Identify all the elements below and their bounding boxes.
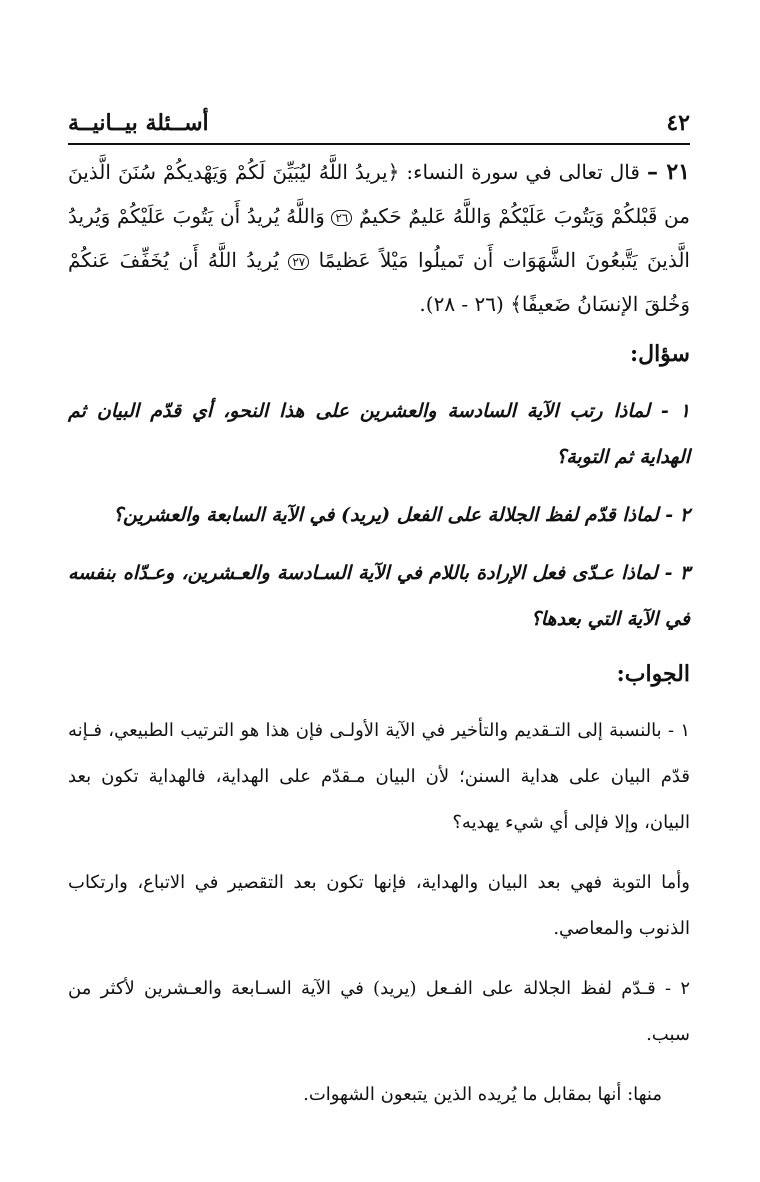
verse-text-part3: يُريدُ اللَّهُ أَن يُخَفِّفَ عَنكُمْ وَخُلقَ الإنسَانُ ضَعيفًا﴾ (68, 248, 690, 316)
header-divider (68, 143, 690, 145)
page-content (68, 150, 690, 1132)
verse-reference: (٢٦ - ٢٨). (419, 292, 504, 316)
question-item: ١ - لماذا رتب الآية السادسة والعشرين على هذا النحو، أي قدّم البيان ثم الهداية ثم التوبة؟ (68, 400, 690, 468)
answer-paragraph: منها: أنها بمقابل ما يُريده الذين يتبعون الشهوات. (303, 1084, 662, 1105)
verse-text-part2: وَاللَّهُ يُريدُ أَن يَتُوبَ عَلَيْكُمْ وَيُريدُ الَّذينَ يَتَّبعُونَ الشَّهَوَات أَن تَميلُوا مَيْلاً عَظيمًا (68, 204, 690, 272)
page-number: ٤٢ (666, 110, 690, 136)
answer-paragraph: وأما التوبة فهي بعد البيان والهداية، فإنها تكون بعد التقصير في الاتباع، وارتكاب الذنوب والمعاصي. (68, 872, 690, 939)
ayah-number-marker: ٢٦ (331, 210, 352, 226)
verse-item-number: ٢١ – (647, 159, 690, 185)
answers-heading: الجواب: (616, 661, 690, 687)
questions-heading: سؤال: (629, 341, 690, 367)
running-title: أســئلة بيــانيــة (68, 110, 209, 136)
quran-verse-paragraph (68, 150, 690, 326)
answer-paragraph: ١ - بالنسبة إلى التـقديم والتأخير في الآية الأولـى فإن هذا هو الترتيب الطبيعي، فـإنه قدّم البيان على هداية السنن؛ لأن البيان مـقدّم على الهداية، فالهداية تكون بعد البيان، وإلا فإلى أي شيء يهديه؟ (68, 720, 690, 833)
answer-paragraph: ٢ - قـدّم لفظ الجلالة على الفـعل (يريد) في الآية السـابعة والعـشرين لأكثر من سبب. (68, 978, 690, 1045)
verse-text-part1: قال تعالى في سورة النساء: ﴿يريدُ اللَّهُ ليُبَيِّنَ لَكُمْ وَيَهْديكُمْ سُنَنَ الَّذينَ من قَبْلكُمْ وَيَتُوبَ عَلَيْكُمْ وَاللَّهُ عَليمٌ حَكيمٌ (68, 160, 690, 228)
page-header (68, 110, 690, 140)
question-item: ٢ - لماذا قدّم لفظ الجلالة على الفعل (يريد) في الآية السابعة والعشرين؟ (112, 504, 690, 526)
question-item: ٣ - لماذا عـدّى فعل الإرادة باللام في الآية السـادسة والعـشرين، وعـدّاه بنفسه في الآية التي بعدها؟ (68, 562, 690, 630)
ayah-number-marker: ٢٧ (288, 254, 309, 270)
